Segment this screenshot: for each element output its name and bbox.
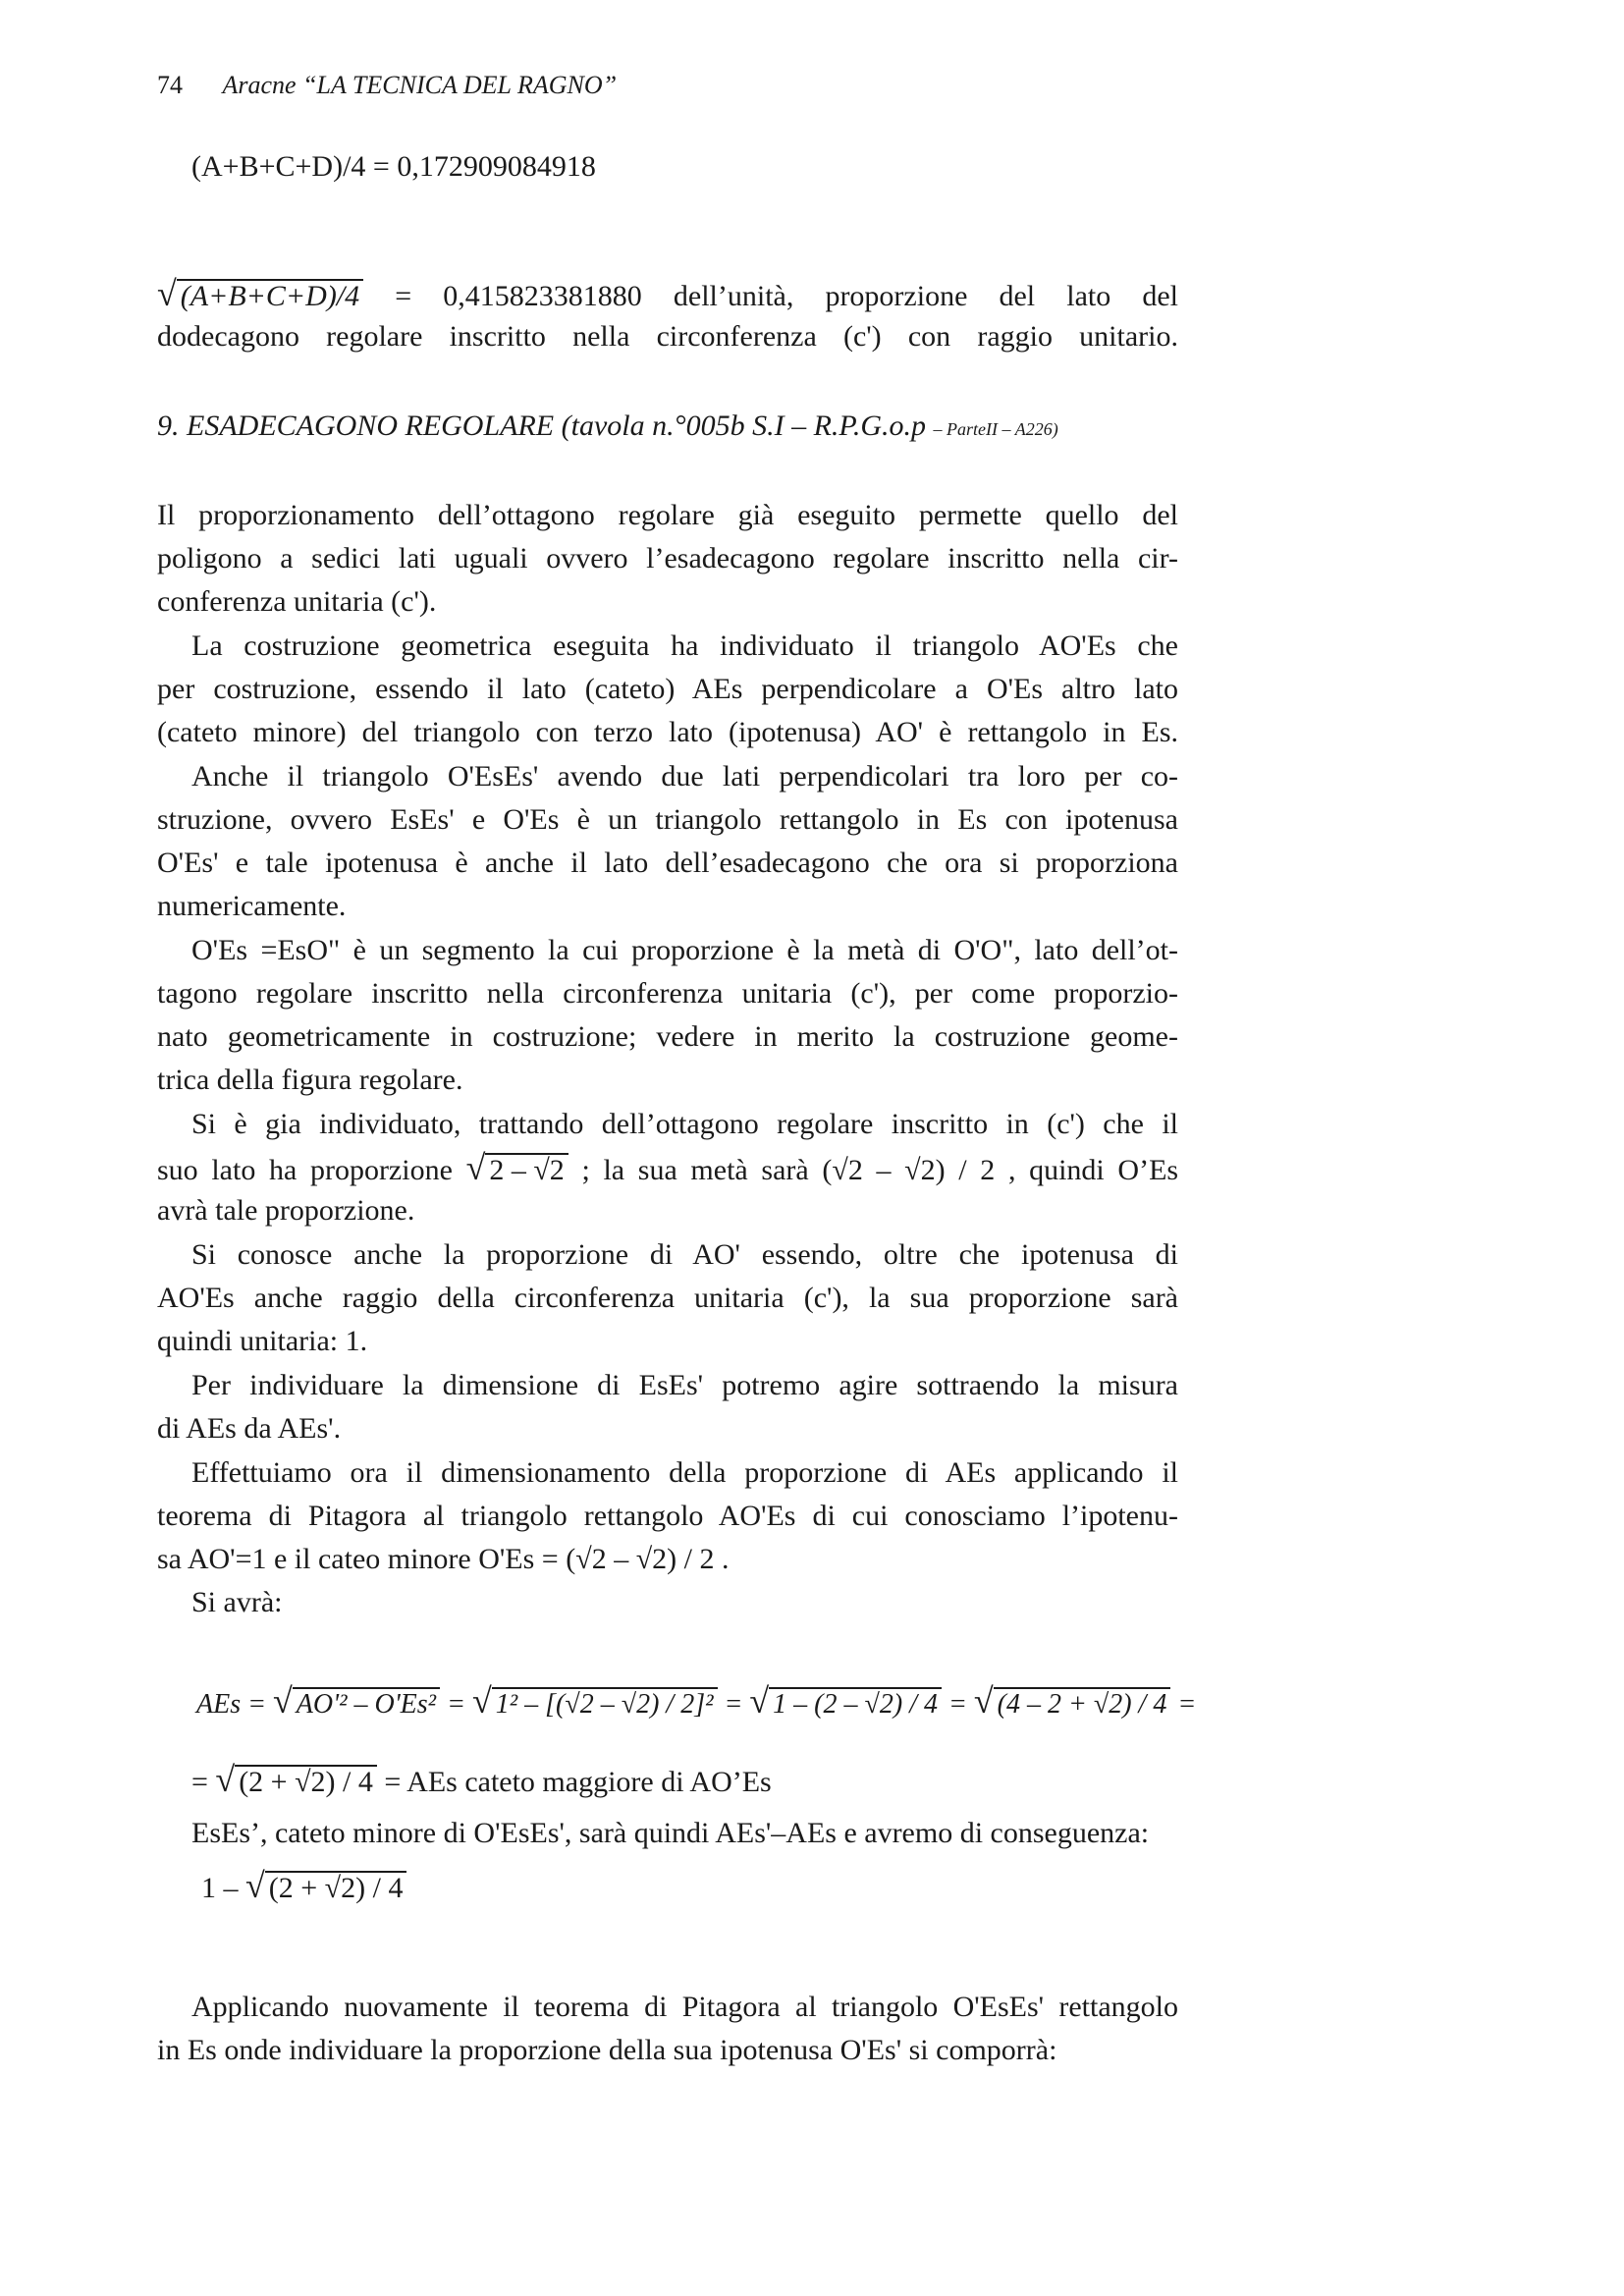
- text-line: nato geometricamente in costruzione; vedere in merito la costruzione geome-: [157, 1020, 1178, 1053]
- formula-sqrt-line: [157, 272, 1178, 318]
- formula-half: (√2 – √2) / 2: [822, 1154, 996, 1186]
- text-line: quindi unitaria: 1.: [157, 1325, 368, 1357]
- text-line: struzione, ovvero EsEs' e O'Es è un triangolo rettangolo in Es con ipotenusa: [157, 803, 1178, 836]
- text-line: Effettuiamo ora il dimensionamento della proporzione di AEs applicando il: [191, 1456, 1178, 1489]
- text-line-with-formula: sa AO'=1 e il cateo minore O'Es = (√2 – √2) / 2 .: [157, 1543, 730, 1575]
- text-line: Il proporzionamento dell’ottagono regolare già eseguito permette quello del: [157, 499, 1178, 531]
- formula-sum: (A+B+C+D)/4 = 0,172909084918: [191, 150, 596, 183]
- running-title: Aracne “LA TECNICA DEL RAGNO”: [222, 71, 618, 99]
- text-line: conferenza unitaria (c').: [157, 585, 437, 618]
- sqrt-expr: √ (A+B+C+D)/4: [157, 280, 363, 312]
- sqrt-result-text: = 0,415823381880 dell’unità, proporzione del lato del: [395, 280, 1178, 312]
- text-line: O'Es =EsO" è un segmento la cui proporzione è la metà di O'O", lato dell’ot-: [191, 934, 1178, 966]
- text-line: O'Es' e tale ipotenusa è anche il lato dell’esadecagono che ora si proporziona: [157, 847, 1178, 879]
- text-line: teorema di Pitagora al triangolo rettangolo AO'Es di cui conosciamo l’ipotenu-: [157, 1500, 1178, 1532]
- text-line: Anche il triangolo O'EsEs' avendo due lati perpendicolari tra loro per co-: [191, 760, 1178, 793]
- text-line: numericamente.: [157, 890, 347, 922]
- text-line: EsEs’, cateto minore di O'EsEs', sarà quindi AEs'–AEs e avremo di conseguenza:: [191, 1817, 1150, 1849]
- formula-side: √ 2 – √2: [466, 1154, 568, 1186]
- text-line: per costruzione, essendo il lato (cateto) AEs perpendicolare a O'Es altro lato: [157, 673, 1178, 705]
- text-line: trica della figura regolare.: [157, 1064, 463, 1096]
- formula-oes: (√2 – √2) / 2 .: [566, 1543, 730, 1575]
- text-line: Per individuare la dimensione di EsEs' potremo agire sottraendo la misura: [191, 1369, 1178, 1401]
- text-line: dodecagono regolare inscritto nella circonferenza (c') con raggio unitario.: [157, 320, 1178, 353]
- text-line: Si avrà:: [191, 1586, 283, 1618]
- running-header: [157, 71, 617, 100]
- text-line: in Es onde individuare la proporzione della sua ipotenusa O'Es' si comporrà:: [157, 2034, 1057, 2066]
- equation-eses: 1 – √ (2 + √2) / 4: [201, 1864, 406, 1910]
- text-line: tagono regolare inscritto nella circonferenza unitaria (c'), per come proporzio-: [157, 977, 1178, 1010]
- equation-aes: AEs = √ AO'² – O'Es² = √ 1² – [(√2 – √2) / 2]² = √ 1 – (2 – √2) / 4 = √ (4 – 2 + √2) / 4 =: [196, 1681, 1197, 1721]
- text-line: avrà tale proporzione.: [157, 1194, 415, 1227]
- page-number: 74: [157, 71, 183, 99]
- equation-aes-result: = √ (2 + √2) / 4 = AEs cateto maggiore di AO’Es: [191, 1760, 772, 1799]
- section-heading: 9. ESADECAGONO REGOLARE (tavola n.°005b S.I – R.P.G.o.p – ParteII – A226): [157, 410, 1058, 442]
- text-line: La costruzione geometrica eseguita ha individuato il triangolo AO'Es che: [191, 629, 1178, 662]
- text-line: (cateto minore) del triangolo con terzo lato (ipotenusa) AO' è rettangolo in Es.: [157, 716, 1178, 748]
- text-line: Si è gia individuato, trattando dell’ottagono regolare inscritto in (c') che il: [191, 1108, 1178, 1140]
- text-line-with-formulas: suo lato ha proporzione √ 2 – √2 ; la sua metà sarà (√2 – √2) / 2 , quindi O’Es: [157, 1148, 1179, 1187]
- text-line: AO'Es anche raggio della circonferenza unitaria (c'), la sua proporzione sarà: [157, 1282, 1178, 1314]
- text-line: Applicando nuovamente il teorema di Pitagora al triangolo O'EsEs' rettangolo: [191, 1991, 1178, 2023]
- text-line: Si conosce anche la proporzione di AO' essendo, oltre che ipotenusa di: [191, 1238, 1178, 1271]
- text-line: poligono a sedici lati uguali ovvero l’esadecagono regolare inscritto nella cir-: [157, 542, 1178, 574]
- text-line: di AEs da AEs'.: [157, 1412, 342, 1445]
